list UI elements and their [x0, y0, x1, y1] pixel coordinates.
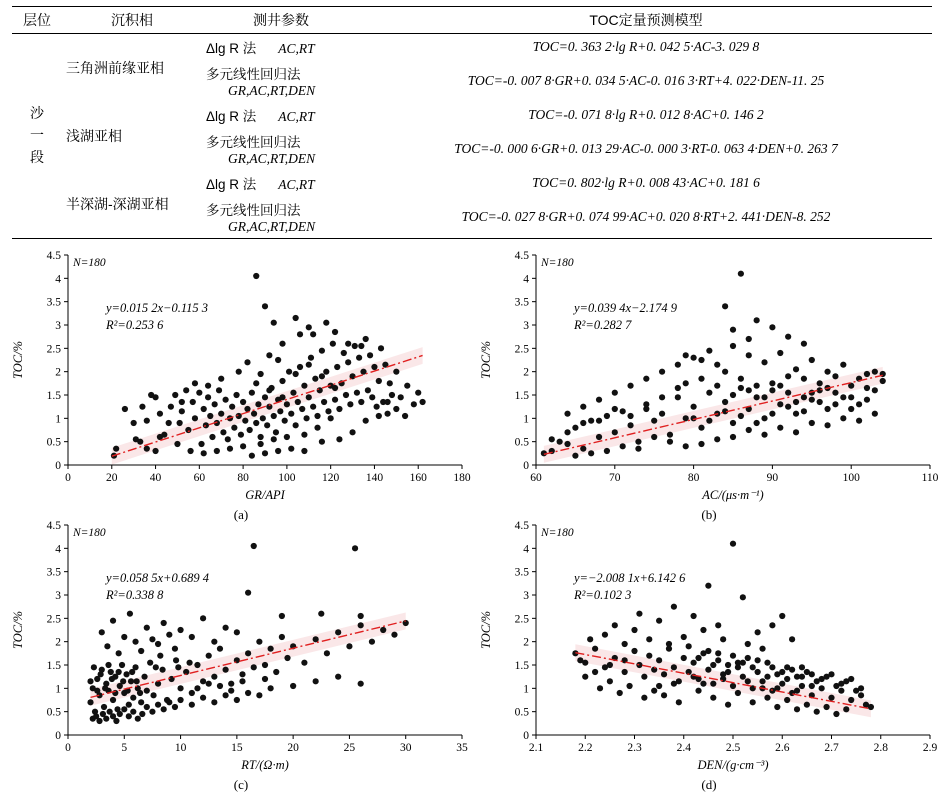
y-tick-label: 3 [55, 320, 61, 332]
log-param-curves: GR,AC,RT,DEN [228, 151, 316, 166]
scatter-chart-a [6, 243, 476, 511]
model-formula: TOC=0. 363 2·lg R+0. 042 5·AC-3. 029 8 [360, 34, 932, 61]
x-tick-label: 20 [106, 472, 118, 484]
sample-count-label: N=180 [541, 527, 574, 539]
x-tick-label: 35 [456, 742, 468, 754]
y-tick-label: 0 [523, 730, 529, 742]
y-tick-label: 3.5 [46, 296, 61, 309]
header-toc-model: TOC定量预测模型 [360, 7, 932, 34]
log-param-curves: GR,AC,RT,DEN [228, 83, 316, 98]
chart-caption: (a) [233, 507, 249, 522]
y-axis-label: TOC/% [11, 611, 25, 649]
model-formula: TOC=0. 802·lg R+0. 008 43·AC+0. 181 6 [532, 175, 760, 190]
x-tick-label: 60 [530, 472, 542, 484]
y-tick-label: 4 [523, 543, 529, 556]
chart-panel-d [474, 513, 944, 792]
x-tick-label: 120 [322, 472, 340, 484]
sample-count-label: N=180 [73, 257, 106, 269]
sample-count-label: N=180 [541, 257, 574, 269]
x-tick-label: 2.1 [528, 742, 544, 754]
y-tick-label: 1 [523, 683, 529, 696]
x-tick-label: 2.7 [824, 742, 839, 754]
x-tick-label: 25 [343, 742, 356, 754]
y-axis-label: TOC/% [479, 611, 493, 649]
regression-equation: y=−2.008 1x+6.142 6 [574, 571, 686, 585]
y-tick-label: 2 [55, 636, 61, 649]
chart-panel-a [6, 243, 476, 522]
y-axis-label: TOC/% [11, 341, 25, 379]
y-tick-label: 3 [523, 590, 529, 602]
x-tick-label: 0 [65, 472, 71, 484]
y-tick-label: 4.5 [514, 250, 529, 262]
y-tick-label: 3 [55, 590, 61, 602]
x-axis-label: GR/API [245, 488, 285, 502]
y-tick-label: 0.5 [514, 706, 529, 719]
header-chen-ji-xiang: 沉积相 [62, 7, 202, 34]
x-tick-label: 100 [278, 472, 296, 484]
group-label-char: 一 [30, 127, 44, 144]
x-tick-label: 40 [149, 472, 162, 484]
y-tick-label: 1.5 [46, 390, 61, 402]
facies-name: 浅湖亚相 [66, 128, 122, 144]
y-tick-label: 2.5 [514, 343, 529, 356]
sample-count-label: N=180 [73, 527, 106, 539]
x-tick-label: 160 [409, 472, 427, 484]
y-tick-label: 3.5 [46, 566, 61, 579]
group-label-char: 沙 [30, 105, 44, 122]
data-points [572, 541, 874, 718]
model-formula: TOC=-0. 027 8·GR+0. 074 99·AC+0. 020 8·RT+2. 441·DEN-8. 252 [360, 196, 932, 239]
x-tick-label: 20 [287, 742, 299, 754]
model-formula: TOC=-0. 071 8·lg R+0. 012 8·AC+0. 146 2 [528, 107, 764, 122]
y-tick-label: 3 [523, 320, 529, 332]
regression-equation: y=0.015 2x−0.115 3 [106, 301, 209, 315]
y-tick-label: 0.5 [46, 706, 61, 719]
log-param-method: 多元线性回归法GR,AC,RT,DEN [206, 135, 316, 166]
x-tick-label: 180 [453, 472, 471, 484]
x-tick-label: 2.4 [676, 742, 691, 754]
y-tick-label: 1 [523, 413, 529, 426]
y-tick-label: 4.5 [46, 250, 61, 262]
log-param-method: Δlg R 法 AC,RT [206, 177, 315, 192]
x-tick-label: 15 [231, 742, 243, 754]
data-points [541, 271, 886, 459]
log-param-method: Δlg R 法 AC,RT [202, 34, 360, 61]
log-param-curves: AC,RT [278, 109, 315, 124]
r-squared-label: R²=0.253 6 [106, 318, 164, 332]
x-tick-label: 2.2 [578, 742, 593, 754]
toc-model-table [12, 6, 932, 239]
y-tick-label: 3.5 [514, 566, 529, 579]
y-tick-label: 0.5 [46, 436, 61, 449]
x-tick-label: 80 [687, 472, 700, 484]
y-tick-label: 1 [55, 683, 61, 696]
x-axis-label: AC/(μs·m⁻¹) [702, 488, 764, 502]
log-param-method: 多元线性回归法GR,AC,RT,DEN [202, 196, 360, 239]
header-ceng-wei: 层位 [12, 7, 62, 34]
x-axis-label: RT/(Ω·m) [241, 758, 289, 772]
y-tick-label: 3.5 [514, 296, 529, 309]
y-tick-label: 4.5 [514, 520, 529, 532]
y-tick-label: 2 [523, 636, 529, 649]
x-tick-label: 60 [193, 472, 206, 484]
x-tick-label: 2.8 [873, 742, 888, 754]
regression-equation: y=0.039 4x−2.174 9 [574, 301, 677, 315]
y-tick-label: 2 [523, 366, 529, 379]
y-tick-label: 4.5 [46, 520, 61, 532]
x-tick-label: 30 [399, 742, 412, 754]
x-tick-label: 2.9 [922, 742, 938, 754]
x-tick-label: 70 [609, 472, 621, 484]
y-tick-label: 2.5 [46, 343, 61, 356]
y-tick-label: 1.5 [46, 660, 61, 672]
model-formula: TOC=-0. 000 6·GR+0. 013 29·AC-0. 000 3·RT-0. 063 4·DEN+0. 263 7 [454, 141, 838, 156]
r-squared-label: R²=0.282 7 [574, 318, 632, 332]
chart-caption: (c) [233, 777, 249, 792]
chart-caption: (d) [701, 777, 717, 792]
chart-caption: (b) [701, 507, 717, 522]
r-squared-label: R²=0.102 3 [574, 588, 632, 602]
table-row [12, 34, 932, 61]
log-param-method: 多元线性回归法GR,AC,RT,DEN [206, 67, 316, 98]
scatter-chart-b [474, 243, 944, 511]
scatter-plot-grid [0, 243, 944, 792]
y-tick-label: 4 [55, 543, 61, 556]
y-tick-label: 1.5 [514, 390, 529, 402]
x-tick-label: 90 [766, 472, 779, 484]
y-tick-label: 4 [523, 273, 529, 286]
y-tick-label: 1 [55, 413, 61, 426]
scatter-chart-c [6, 513, 476, 781]
x-tick-label: 2.3 [627, 742, 642, 754]
x-tick-label: 140 [365, 472, 384, 484]
scatter-chart-d [474, 513, 944, 781]
x-tick-label: 80 [237, 472, 249, 484]
y-tick-label: 0 [523, 460, 529, 472]
x-tick-label: 110 [921, 472, 939, 484]
x-tick-label: 2.6 [775, 742, 790, 754]
trend-line [544, 375, 883, 454]
y-axis-label: TOC/% [479, 341, 493, 379]
r-squared-label: R²=0.338 8 [106, 588, 164, 602]
regression-equation: y=0.058 5x+0.689 4 [106, 571, 209, 585]
y-tick-label: 1.5 [514, 660, 529, 672]
header-ce-jing-can-shu: 测井参数 [202, 7, 360, 34]
chart-panel-c [6, 513, 476, 792]
log-param-curves: AC,RT [278, 177, 315, 192]
log-param-curves: AC,RT [278, 41, 315, 56]
x-tick-label: 10 [174, 742, 187, 754]
x-tick-label: 100 [842, 472, 860, 484]
x-tick-label: 0 [65, 742, 71, 754]
y-tick-label: 2 [55, 366, 61, 379]
toc-model-table-container [12, 6, 932, 239]
model-formula: TOC=-0. 007 8·GR+0. 034 5·AC-0. 016 3·RT+4. 022·DEN-11. 25 [467, 73, 825, 88]
log-param-curves: GR,AC,RT,DEN [228, 219, 316, 234]
y-tick-label: 4 [55, 273, 61, 286]
group-label-sha-yi-duan [12, 34, 62, 239]
x-tick-label: 2.5 [725, 742, 741, 754]
y-tick-label: 2.5 [514, 613, 529, 626]
chart-panel-b [474, 243, 944, 522]
table-row [12, 102, 932, 128]
log-param-method: Δlg R 法 AC,RT [206, 109, 315, 124]
y-tick-label: 0 [55, 460, 61, 472]
y-tick-label: 0 [55, 730, 61, 742]
facies-name: 三角洲前缘亚相 [62, 34, 202, 103]
facies-name: 半深湖-深湖亚相 [66, 196, 169, 212]
group-label-char: 段 [30, 148, 44, 165]
y-tick-label: 0.5 [514, 436, 529, 449]
table-row [12, 170, 932, 196]
x-axis-label: DEN/(g·cm⁻³) [697, 758, 769, 772]
x-tick-label: 5 [121, 742, 128, 754]
y-tick-label: 2.5 [46, 613, 61, 626]
table-header-row [12, 7, 932, 34]
